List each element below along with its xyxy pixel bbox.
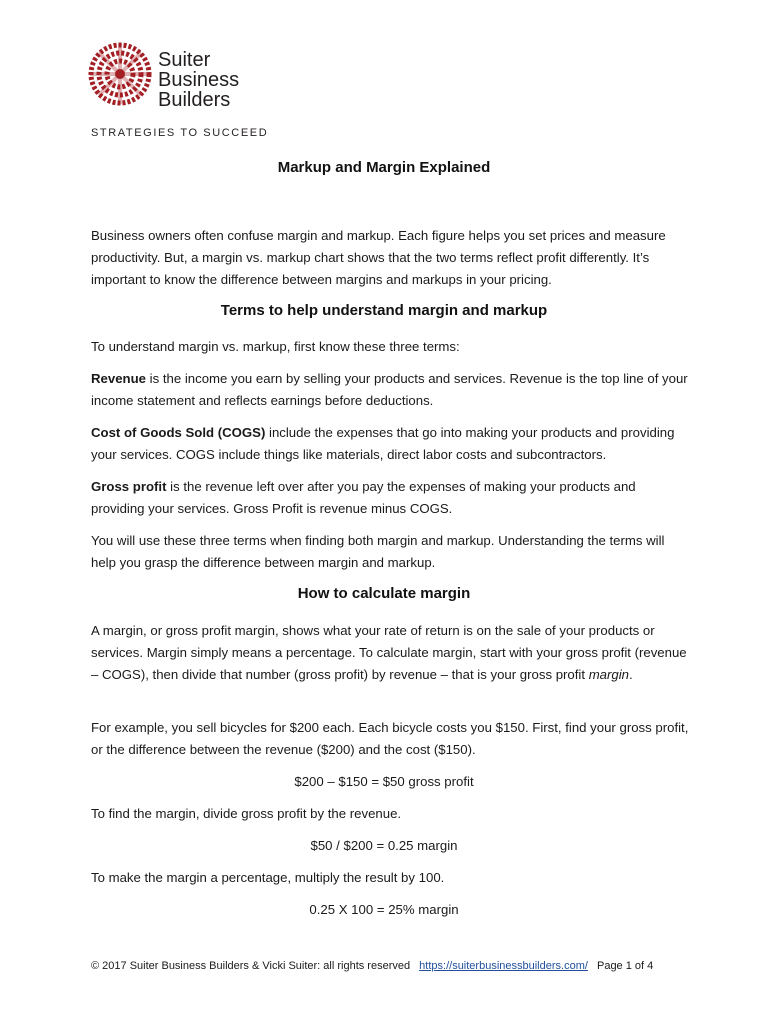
- footer-copyright: © 2017 Suiter Business Builders & Vicki Suiter: all rights reserved: [91, 960, 411, 972]
- margin-paragraph-text: A margin, or gross profit margin, shows what your rate of return is on the sale of your products or services. Margin simply means a percentage. To calculate margin, start with your gross profit (revenue – COGS), then divide that number (gross profit) by revenue – that is your gross profit: [91, 623, 687, 682]
- cogs-definition: [91, 422, 691, 466]
- revenue-text: is the income you earn by selling your products and services. Revenue is the top line of your income statement and reflects earnings before deductions.: [91, 371, 688, 408]
- brand-name: [158, 50, 239, 110]
- margin-heading: How to calculate margin: [297, 585, 471, 602]
- brand-name-line1: Suiter: [158, 49, 211, 71]
- revenue-term: Revenue: [91, 371, 146, 386]
- margin-step-percent: To make the margin a percentage, multiply the result by 100.: [91, 870, 445, 885]
- footer-website-link[interactable]: https://suiterbusinessbuilders.com/: [419, 960, 588, 972]
- brand-name-line2: Business: [158, 69, 240, 91]
- percent-equation: 0.25 X 100 = 25% margin: [309, 902, 459, 917]
- margin-italic-term: margin: [588, 667, 629, 682]
- cogs-term: Cost of Goods Sold (COGS): [91, 425, 266, 440]
- terms-closing: You will use these three terms when finding both margin and markup. Understanding the terms will help you grasp the difference between margin and markup.: [91, 533, 665, 570]
- gross-profit-definition: [91, 476, 691, 520]
- brand-name-line3: Builders: [158, 89, 231, 111]
- page-title: Markup and Margin Explained: [277, 159, 491, 176]
- terms-heading: Terms to help understand margin and markup: [220, 302, 548, 319]
- example-paragraph: For example, you sell bicycles for $200 each. Each bicycle costs you $150. First, find your gross profit, or the difference between the revenue ($200) and the cost ($150).: [91, 720, 689, 757]
- gross-profit-term: Gross profit: [91, 479, 167, 494]
- cogs-text: include the expenses that go into making your products and providing your services. COGS include things like materials, direct labor costs and subcontractors.: [91, 425, 675, 462]
- intro-paragraph: Business owners often confuse margin and markup. Each figure helps you set prices and measure productivity. But, a margin vs. markup chart shows that the two terms reflect profit differently. It’s important to know the difference between margins and markups in your pricing.: [91, 228, 666, 287]
- revenue-definition: [91, 368, 691, 412]
- brand-logo-icon: [88, 42, 152, 106]
- gross-profit-text: is the revenue left over after you pay the expenses of making your products and providing your services. Gross Profit is revenue minus COGS.: [91, 479, 636, 516]
- margin-paragraph-end: .: [629, 667, 633, 682]
- gross-profit-equation: $200 – $150 = $50 gross profit: [294, 774, 474, 789]
- brand-tagline: STRATEGIES TO SUCCEED: [91, 127, 269, 139]
- terms-lead: To understand margin vs. markup, first know these three terms:: [91, 339, 460, 354]
- footer-page-number: Page 1 of 4: [596, 960, 654, 972]
- margin-step-divide: To find the margin, divide gross profit by the revenue.: [91, 806, 402, 821]
- page-footer: [91, 960, 653, 972]
- margin-equation: $50 / $200 = 0.25 margin: [310, 838, 458, 853]
- margin-paragraph: [91, 620, 691, 686]
